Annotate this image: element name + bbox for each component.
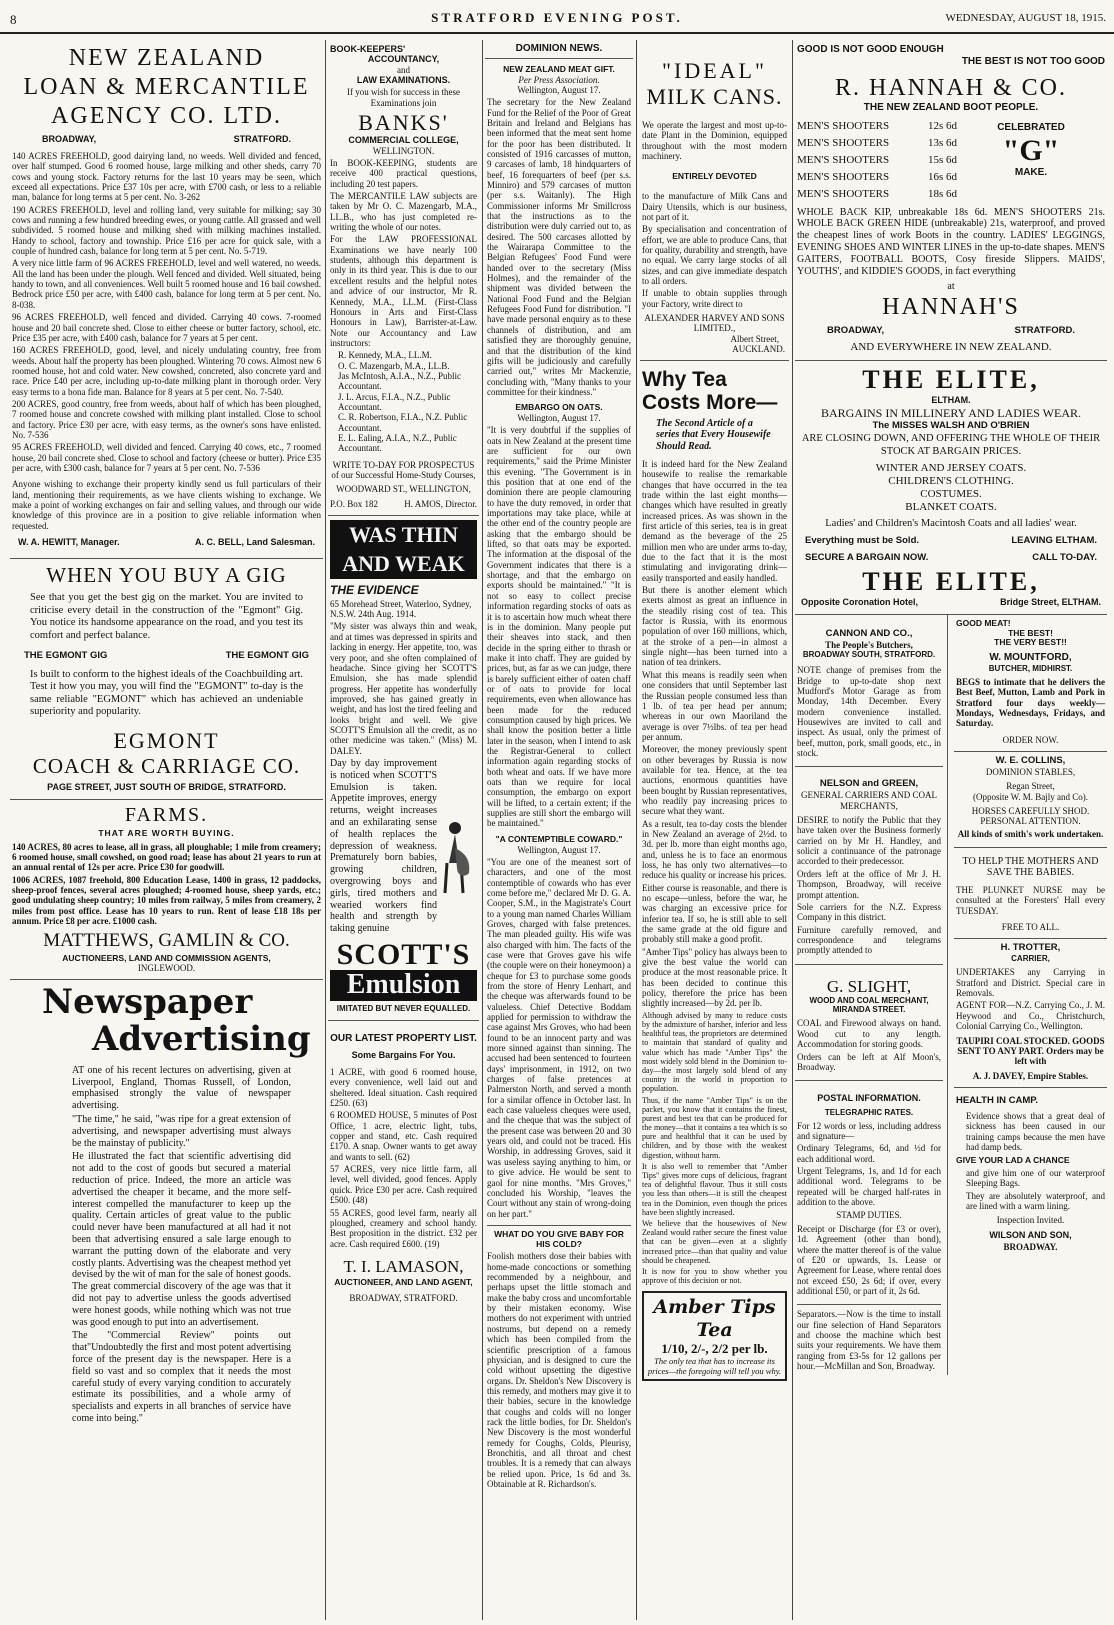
tea-paragraph: We believe that the housewives of New Zealand would rather secure the finest value that can be given—even at a slightly increased price—than that quality and value should be cheapened. xyxy=(642,1218,787,1265)
gig-paragraph: See that you get the best gig on the market. You are invited to criticise every detail in the construction of the "Egmont" Gig. You notice its handsome appearance on the road, and you test its comfort and perfect balance. xyxy=(30,592,303,641)
tea-paragraph: It is now for you to show whether you approve of this decision or not. xyxy=(642,1266,787,1286)
section-heading: DOMINION NEWS. xyxy=(485,40,633,59)
column-4 xyxy=(640,40,789,1620)
address-right: STRATFORD. xyxy=(233,134,291,145)
price-row xyxy=(797,186,957,203)
masthead xyxy=(0,0,1114,34)
notice-free: FREE TO ALL. xyxy=(1001,922,1060,932)
article-paragraph: "The time," he said, "was ripe for a great extension of advertising, and newspaper advertising must always be the mainstay of publicity." xyxy=(72,1114,291,1149)
ad-row xyxy=(797,532,1105,549)
news-body: "It is very doubtful if the supplies of oats in New Zealand at the present time are sufficient for our own requirements," said the Prime Minister this evening. "The Government is in this position that at one end of the dominion there are people clamouring to have the duty removed, in order that importations may take place, while at the other end of the country people are asking that the embargo should be lifted, so that oats may be exported. The information at the disposal of the Government indicates that there is a shortage, and that the embargo on exports should be maintained." "It is not so easy to collect precise information regarding stocks of oats as it is to ascertain how much wheat there is in the dominion. Many people put their sheaves into stack, and then decide in the spring either to thrash or make it into chaff. They are guided by prices, but, as far as we can judge, there is barely sufficient either of oaten chaff or of oats to provide for local requirements, even when allowance has been made for the reduced consumption caused by high prices. We shall know the position better a little later in the season, when I intend to ask the Registrar-General to collect information again regarding stocks of both wheat and oats. If we have more oats than we require for local consumption, the embargo on export will be lifted, to a certain extent; if the supplies are still short the embargo will be maintained." xyxy=(487,425,631,829)
health-camp-ad xyxy=(954,1088,1107,1254)
tea-paragraph: Either course is reasonable, and there is no escape—unless, before the war, he was charging an excessive price for inferior tea. If so, he is still able to sell the same grade at the old figure and probably still make a good profit. xyxy=(642,882,787,945)
farm-listing: 140 ACRES, 80 acres to lease, all in grass, all ploughable; 1 mile from creamery; 6 roomed house, small cowshed, on good road; lease has about 21 years to run at an annual rental of 12s per acre. Price £30 for goodwill. xyxy=(12,841,321,873)
farms-heading: FARMS. xyxy=(124,803,209,826)
item-price: 15s 6d xyxy=(927,153,957,166)
bookkeepers-ad xyxy=(328,40,479,516)
ad-banner: THE VERY BEST!! xyxy=(994,637,1067,648)
ad-heading: THE ELITE, xyxy=(862,364,1040,394)
article-heading: Advertising xyxy=(92,1019,311,1060)
company-name: ALEXANDER HARVEY AND SONS LIMITED., xyxy=(644,313,785,334)
article-heading: Newspaper xyxy=(42,982,253,1023)
notice-body: THE PLUNKET NURSE may be consulted at the Foresters' Hall every TUESDAY. xyxy=(956,884,1105,916)
write-subtitle: of our Successful Home-Study Courses, xyxy=(331,470,476,481)
ad-sold: Everything must be Sold. xyxy=(805,535,920,547)
college-contact xyxy=(330,499,477,509)
item-price: 18s 6d xyxy=(927,187,957,200)
store-everywhere: AND EVERYWHERE IN NEW ZEALAND. xyxy=(850,340,1052,353)
column-1 xyxy=(10,40,323,1620)
college-name: BANKS' xyxy=(358,110,449,136)
firm-body: TAUPIRI COAL STOCKED. GOODS SENT TO ANY PART. Orders may be left with xyxy=(956,1035,1105,1067)
ad-title: LAW EXAMINATIONS. xyxy=(356,75,451,86)
company-city: AUCKLAND. xyxy=(732,344,785,355)
price-row xyxy=(797,135,957,152)
order-now: ORDER NOW. xyxy=(1002,734,1059,745)
news-subheading: "A CONTEMPTIBLE COWARD." xyxy=(495,833,623,844)
item-name: MEN'S SHOOTERS xyxy=(797,136,890,149)
address-left: BROADWAY, xyxy=(827,325,885,337)
scotts-body-area xyxy=(330,758,477,935)
manager-name: W. A. HEWITT, Manager. xyxy=(18,537,120,548)
firm-body: Orders can be left at Alf Moon's, Broadway. xyxy=(797,1051,941,1072)
column-2 xyxy=(328,40,479,1620)
collins-ad xyxy=(954,752,1107,848)
listing: 96 ACRES FREEHOLD, well fenced and divided. Carrying 40 cows. 7-roomed house and 20 bail concrete shed. Close to either cheese or butter factory, school, etc. Price £35 per acre, with £400 cash, balance for 7 years at 5 per cent. xyxy=(12,312,321,343)
ad-signatures xyxy=(12,533,321,552)
firm-subtitle: The People's Butchers, xyxy=(825,639,913,650)
firm-body: UNDERTAKES any Carrying in Stratford and District. Special care in Removals. xyxy=(956,967,1105,999)
scotts-emulsion-ad xyxy=(328,516,479,1021)
ad-body: Day by day improvement is noticed when SCOTT'S Emulsion is taken. Appetite improves, energy returns, weight increases and an exhilarating sense of health replaces the depression of weakness. Prematurely born babies, growing children, overgrowing boys and girls, tired mothers and wearied workers find health and strength by taking genuine xyxy=(330,757,437,935)
price-list xyxy=(797,118,1105,203)
nelson-green-ad xyxy=(795,767,943,964)
firm-town: INGLEWOOD. xyxy=(137,962,196,973)
listing: A very nice little farm of 96 ACRES FREEHOLD, level and well watered, no weeds. All the land has been under the plough. Well fenced and divided. Well situated, being handy to town, and all conveniences. Well built 5 roomed house and 16 bail cowshed. Bedrock price £50 per acre, with £400 cash, balance for long term at 5 per cent. No. 8-038. xyxy=(12,258,321,310)
trotter-ad xyxy=(954,939,1107,1088)
celebrated-make xyxy=(957,118,1105,203)
separators-notice: Separators.—Now is the time to install our fine selection of Hand Separators and choose the machine which best suits your requirements. We have them ranging from £3-5s for 12 gallons per hour.—McMillan and Son, Broadway. xyxy=(797,1304,941,1371)
news-body: Foolish mothers dose their babies with home-made concoctions or something recommended by a neighbour, and perhaps upset the little stomach and make the baby cross and uncomfortable by their mistaken economy. Wise mothers do not experiment with untried nostrums, but depend on a remedy which has been compiled from the scientific prescription of a famous physician, and is designed to cure the cold without upsetting the digestive organs. Dr. Sheldon's New Discovery is this remedy, and mothers may give it to their babies, secure in the knowledge that coughs and colds will no longer rack the little bodies, for Dr. Sheldon's New Discovery is the most wonderful remedy for Coughs, Colds, Pleurisy, Bronchitis, and all throat and chest troubles. It is a remedy that can always be relied upon. Price, 1s 6d and 3s. Obtainable at R. Richardson's. xyxy=(487,1251,631,1489)
brand-logo: Amber Tips Tea xyxy=(653,1296,776,1341)
tea-paragraph: But there is another element which exerts almost as great an influence in the steadily rising cost of tea. This factor is Russia, with its enormous population of over 160 millions, which, at the stroke of a pen—in almost a single night—has been turned into a nation of tea drinkers. xyxy=(642,585,787,668)
ad-invited: Inspection Invited. xyxy=(996,1215,1065,1226)
college-city: WELLINGTON. xyxy=(372,145,435,156)
ad-intro: If you wish for success in these Examinations join xyxy=(347,87,460,108)
ad-leaving: LEAVING ELTHAM. xyxy=(1011,535,1097,547)
ad-footer-text: Anyone wishing to exchange their property kindly send us full particulars of their land, mentioning their requirements, as we have clients wishing to exchange. We make a point of working exchanges on fair and selling values, and through our wide knowledge of this province are in a position to give reliable information when requested. xyxy=(12,479,321,531)
item-price: 16s 6d xyxy=(927,170,957,183)
firm-body: Sole carriers for the N.Z. Express Company in this district. xyxy=(797,901,941,923)
ad-closing: ARE CLOSING DOWN, AND OFFERING THE WHOLE OF THEIR STOCK AT BARGAIN PRICES. xyxy=(801,433,1101,457)
property-item: 1 ACRE, with good 6 roomed house, every convenience, well laid out and sheltered. Ideal situation. Cash required £250. (63) xyxy=(330,1067,477,1109)
item-name: MEN'S SHOOTERS xyxy=(797,187,890,200)
tea-brand-box xyxy=(642,1291,787,1381)
news-subheading: NEW ZEALAND MEAT GIFT. xyxy=(503,63,615,74)
ad-heading: Why Tea xyxy=(642,368,727,392)
tea-paragraph: As a result, tea to-day costs the blender in New Zealand an average of 2½d. to 3d. per lb. more than eight months ago, and, unless he is to face an enormous loss, he has only two alternatives—to reduce his quality or increase his prices. xyxy=(642,818,787,881)
postal-subheading: STAMP DUTIES. xyxy=(836,1210,902,1221)
ad-headline: AND WEAK xyxy=(330,549,477,578)
firm-name: G. SLIGHT, xyxy=(826,976,912,996)
ad-row xyxy=(797,549,1105,566)
farms-subheading: THAT ARE WORTH BUYING. xyxy=(98,827,235,838)
news-dateline: Wellington, August 17. xyxy=(517,412,601,423)
property-item: 57 ACRES, very nice little farm, all level, well divided, good fences. Apply quick. Price £30 per acre. Cash required £500. (48) xyxy=(330,1164,477,1206)
notice-heading: TO HELP THE MOTHERS AND SAVE THE BABIES. xyxy=(962,855,1099,879)
firm-subtitle: WOOD AND COAL MERCHANT, MIRANDA STREET. xyxy=(809,996,929,1015)
price-row xyxy=(797,118,957,135)
brand-tagline: IMITATED BUT NEVER EQUALLED. xyxy=(336,1004,471,1014)
company-name: COACH & CARRIAGE CO. xyxy=(32,753,301,778)
ad-row xyxy=(797,597,1105,608)
store-address xyxy=(797,321,1105,340)
ad-title: BOOK-KEEPERS' xyxy=(330,44,406,54)
item-name: MEN'S SHOOTERS xyxy=(797,170,890,183)
ad-body: and give him one of our waterproof Sleeping Bags. xyxy=(966,1167,1105,1189)
instructor: R. Kennedy, M.A., LL.M. xyxy=(338,350,432,361)
firm-body: Furniture carefully removed, and correspondence and telegrams promptly attended to xyxy=(797,924,941,956)
tea-paragraph: Although advised by many to reduce costs by the admixture of harsher, inferior and less healthful teas, the proprietors are determined to maintain that standard of quality and value which has made "Amber Tips" the most widely sold blend in the Dominion to-day—the most largely sold blend of any country in the world in proportion to population. xyxy=(642,1010,787,1094)
firm-name: CANNON AND CO., xyxy=(825,627,913,639)
gig-labels xyxy=(12,647,321,664)
ad-town: ELTHAM. xyxy=(931,395,971,406)
ad-bridge: Bridge Street, ELTHAM. xyxy=(1000,597,1101,608)
firm-body: All kinds of smith's work undertaken. xyxy=(957,828,1104,839)
ad-address xyxy=(12,130,321,149)
listing: 200 ACRES, good country, free from weeds, about half of which has been ploughed, 7 roomed house and concrete cowshed with milking plant installed. Close to school and factory. Price £30 per acre, with easy terms, as the owner's sons have enlisted. No. 7-536 xyxy=(12,398,321,440)
listing-group xyxy=(12,151,321,531)
brand-tagline: The only tea that has to increase its prices—the foregoing will tell you why. xyxy=(647,1356,782,1377)
column-rule xyxy=(792,40,793,1620)
ad-title: ACCOUNTANCY, xyxy=(367,54,440,65)
elite-ad xyxy=(795,361,1107,615)
plunket-notice xyxy=(954,848,1107,939)
ad-emphasis: ENTIRELY DEVOTED xyxy=(672,171,757,182)
write-prompt: WRITE TO-DAY FOR PROSPECTUS xyxy=(332,459,475,470)
column-rule xyxy=(325,40,326,1620)
ad-paragraph: In BOOK-KEEPING, students are receive 400 practical questions, including 20 test papers. xyxy=(330,158,477,189)
ad-callout: GIVE YOUR LAD A CHANCE xyxy=(956,1155,1070,1166)
price-row xyxy=(797,152,957,169)
tea-paragraph: What this means is readily seen when one considers that until September last the Russian people consumed less than 1 lb. of tea per head per annum; whereas in our own Maoriland the average is over 7½lbs. of tea per head per annum. xyxy=(642,669,787,742)
address-left: BROADWAY, xyxy=(42,134,97,145)
ad-body: They are absolutely waterproof, and are lined with a warm lining. xyxy=(966,1190,1105,1211)
listing: 190 ACRES FREEHOLD, level and rolling land, very suitable for milking; say 30 cows and running a few hundred breeding ewes, or young cattle. All grassed and well subdivided. 5 roomed house and milking shed with milking machines installed. Handy to school, factory and township. Price £16 per acre for quick sale, with a couple of hundred cash, balance for long term at 5 per cent. No. 5-719. xyxy=(12,204,321,257)
company-name: EGMONT xyxy=(113,727,220,753)
tea-paragraph: Thus, if the name "Amber Tips" is on the packet, you know that it contains the finest, purest and best tea that can be produced for the money—that it contains a tea which is so pure and healthful that it can be used by children, and by those with the weakest digestion, without harm. xyxy=(642,1095,787,1160)
firm-body: HORSES CAREFULLY SHOD. PERSONAL ATTENTION. xyxy=(971,805,1090,827)
firm-subtitle: BUTCHER, MIDHIRST. xyxy=(988,663,1073,673)
column-3 xyxy=(485,40,633,1620)
make-label: MAKE. xyxy=(1014,166,1048,178)
ad-paragraph: For the LAW PROFESSIONAL Examinations we have nearly 100 students, although this department is only in its third year. This is due to our excellent results and the helpful notes and advice of our instructor, Mr R. Kennedy, M.A., LL.M. (First-Class Honours in Arts and First-Class Honours in Law), Barrister-at-Law. Note our Accountancy and Law instructors: xyxy=(330,234,477,348)
ad-heading: "IDEAL" xyxy=(662,58,767,83)
news-dateline: Wellington, August 17. xyxy=(517,84,601,95)
ad-heading: MILK CANS. xyxy=(646,83,783,109)
article-paragraph: The "Commercial Review" points out that"Undoubtedly the first and most potent advertising force of the present day is the newspaper. Here is a field so vast and so complex that it needs the most careful study of every varying condition to accurately estimate its possibilities, and a whole army of specialists and experts in all branches of service have come into being." xyxy=(72,1330,291,1424)
agent-subtitle: AUCTIONEER, AND LAND AGENT, xyxy=(334,1276,473,1287)
item-name: MEN'S SHOOTERS xyxy=(797,119,890,132)
hannah-ad xyxy=(795,40,1107,361)
mountford-ad xyxy=(954,615,1107,752)
postal-heading: POSTAL INFORMATION. xyxy=(817,1093,921,1104)
listing: 160 ACRES FREEHOLD, good, level, and nicely undulating country, free from weeds. About half the property has been ploughed. Wintering 70 cows. Almost new 6 roomed house, hot and cold water. New cowshed, concreted, also concrete yard and race. Price £40 per acre, including up-to-date milking plant in thorough order. Very easy terms to a bona fide man. Balance for 8 years at 5 per cent. No. 7-540. xyxy=(12,345,321,397)
news-body: The secretary for the New Zealand Fund for the Relief of the Poor of Great Britain and Ireland and Belgians has been informed that the meat sent home for the poor has been distributed. It consisted of 1916 carcasses of mutton, 9 carcases of lamb, 18 hindquarters of beef, 16 forequarters of beef (per s.s. Minniro) and 579 carcases of mutton (per s.s. Waitanly). The High Commissioner informs Mr Smillcross that the instructions as to the distribution were duly carried out to, as desired. The 500 carcases allotted by the Wairarapa Committee to the Belgian Refugees' Food Fund were handed over to the secretary (Miss Holmes), and the remainder of the shipment was divided between the National Food Fund and the Belgian Refugees Food Fund for distribution. "I have made personal enquiry as to these channels of distribution, and am satisfied they are thoroughly genuine, and that the distribution of the kind gifts will be judiciously and carefully carried out," writes Mr Mackenzie, concluding with, "Many thanks to your committee for their kindness." xyxy=(487,97,631,397)
postal-subheading: TELEGRAPHIC RATES. xyxy=(824,1107,914,1117)
farms-ad xyxy=(10,800,323,980)
store-name: HANNAH'S xyxy=(882,294,1020,321)
gig-label: THE EGMONT GIG xyxy=(24,649,108,661)
postal-body: Urgent Telegrams, 1s, and 1d for each additional word. Telegrams to be repeated will be charged half-rates in addition to the above. xyxy=(797,1166,941,1208)
price-row xyxy=(797,169,957,186)
ad-paragraph: to the manufacture of Milk Cans and Dairy Utensils, which is our business, not part of it. xyxy=(642,191,787,222)
firm-body: NOTE change of premises from the Bridge to up-to-date shop next Mudford's Motor Garage as from Monday, 14th December. Every modern convenience installed. Housewives are invited to call and inspect. As usual, only the primest of beef, mutton, pork, small goods, etc., in stock. xyxy=(797,665,941,759)
farm-listing: 1006 ACRES, 1087 freehold, 800 Education Lease, 1400 in grass, 12 paddocks, sheep-proof fences, several acres ploughed; 4-roomed house, sheep yards, etc.; good undulating sheep country; 10 miles from railway, 5 miles from creamery, 2 miles from post office. Lease has 10 years to run. Rent of lease £18 18s per annum. Price £8 per acre. £1000 cash. xyxy=(12,874,321,926)
article-body xyxy=(12,1065,321,1425)
gig-heading: WHEN YOU BUY A GIG xyxy=(46,562,287,587)
firm-name: W. E. COLLINS, xyxy=(995,754,1066,766)
ad-title: and xyxy=(397,64,410,75)
brand-name: Emulsion xyxy=(330,970,477,1001)
ad-title-line: NEW ZEALAND xyxy=(68,45,265,71)
evidence-heading: THE EVIDENCE xyxy=(330,582,419,597)
article-paragraph: He illustrated the fact that scientific advertising did not add to the cost of goods but secured a material reduction of price. Indeed, the more an article was advertised the cheaper it became, and the more self-interest compelled the manufacturer to keep up the quality. Certain articles of great value to the public could never have been manufactured at all had it not been that advertising ensured a sale large enough to warrant the putting down of the elaborate and very costly plants. Advertising was the cheapest method yet devised by the wit of man for the sale of honest goods. The great commercial discovery of the age was that it did not pay to advertise unless the goods advertised were honest goods, while nothing which was not true was good enough to put into an advertisement. xyxy=(72,1151,291,1328)
ad-macintosh: Ladies' and Children's Macintosh Coats and all ladies' wear. xyxy=(825,517,1077,529)
director-name: H. AMOS, Director. xyxy=(404,498,477,509)
ad-heading: HEALTH IN CAMP. xyxy=(956,1094,1038,1106)
firm-body: DESIRE to notify the Public that they have taken over the Business formerly carried on by Mr H. Handley, and solicit a continuance of the patronage accorded to their predecessor. xyxy=(797,815,941,867)
agent-name: T. I. LAMASON, xyxy=(343,1256,464,1276)
ad-banner: THE BEST IS NOT TOO GOOD xyxy=(961,55,1105,67)
issue-date: WEDNESDAY, AUGUST 18, 1915. xyxy=(945,12,1106,24)
firm-name: MATTHEWS, GAMLIN & CO. xyxy=(43,930,290,952)
news-source: Per Press Association. xyxy=(518,74,600,85)
firm-address: BROADWAY SOUTH, STRATFORD. xyxy=(802,650,936,660)
instructor-list xyxy=(330,350,477,453)
po-box: P.O. Box 182 xyxy=(330,498,379,509)
property-ad xyxy=(328,1021,479,1310)
article-paragraph: AT one of his recent lectures on advertising, given at Liverpool, England, Thomas Russell, of London, emphasised strongly the value of newspaper advertising. xyxy=(72,1064,291,1112)
firm-name: H. TROTTER, xyxy=(1000,942,1061,954)
property-item: 55 ACRES, good level farm, nearly all ploughed, creamery and school handy. Best proposition in the district. £32 per acre. Cash required £600. (19) xyxy=(330,1207,477,1249)
ad-secure: SECURE A BARGAIN NOW. xyxy=(805,552,929,564)
gig-label: THE EGMONT GIG xyxy=(225,649,309,661)
ad-heading: Costs More— xyxy=(642,390,778,414)
ad-headline: WAS THIN xyxy=(330,520,477,549)
product-list: WHOLE BACK KIP, unbreakable 18s 6d. MEN'S SHOOTERS 21s. WHOLE BACK GREEN HIDE (unbreakable) 21s, waterproof, and proved the cheapest lines of work Boots in the country. LADIES' LEGGINGS, EVENING SHOES AND WINTER LINES in the up-to-date shapes. MEN'S GAITERS, FOOTBALL BOOTS, Cosy fireside Slippers. MAIDS', YOUTHS', and KIDDIE'S GOODS, in fact everything xyxy=(797,206,1105,277)
tea-paragraph: Moreover, the money previously spent on other beverages by Russia is now available for tea. Hence, at the tea auctions, enormous quantities have been bought by Russian representatives, who readily pay increasing prices to secure what they want. xyxy=(642,744,787,817)
company-street: Albert Street, xyxy=(730,333,779,344)
at-word: at xyxy=(947,281,955,293)
tea-body xyxy=(642,459,787,1285)
ad-body: Evidence shows that a great deal of sickness has been caused in our training camps because the men have had damp beds. xyxy=(966,1110,1105,1152)
ad-line: CHILDREN'S CLOTHING. xyxy=(888,474,1014,487)
firm-opposite: (Opposite W. M. Bajly and Co). xyxy=(973,791,1088,802)
lower-left xyxy=(795,615,948,1375)
postal-body: Ordinary Telegrams, 6d, and ½d for each additional word. xyxy=(797,1143,941,1164)
item-price: 12s 6d xyxy=(927,119,957,132)
firm-body: BEGS to intimate that he delivers the Best Beef, Mutton, Lamb and Pork in Stratford four days weekly—Mondays, Wednesdays, Fridays, and Saturday. xyxy=(956,676,1105,729)
tea-paragraph: It is also well to remember that "Amber Tips" gives more cups of delicious, fragrant tea of delightful flavour. Thus it still costs you less than others—it is still the cheapest tea in the Dominion, even though the prices have been slightly increased. xyxy=(642,1161,787,1217)
amber-tips-tea-ad xyxy=(640,361,789,1387)
firm-name: WILSON AND SON, xyxy=(989,1229,1072,1240)
salesman-name: A. C. BELL, Land Salesman. xyxy=(194,537,315,548)
ad-heading: THE ELITE, xyxy=(862,566,1040,596)
column-5 xyxy=(795,40,1107,1620)
firm-subtitle: CARRIER, xyxy=(1011,954,1050,964)
instructor: J. L. Arcus, F.I.A., N.Z., Public Accountant. xyxy=(338,391,451,412)
firm-contact: A. J. DAVEY, Empire Stables. xyxy=(972,1070,1089,1081)
postal-info xyxy=(795,1081,943,1375)
ad-subheading: The Second Article of a series that Every Housewife Should Read. xyxy=(656,417,771,453)
dominion-news xyxy=(485,59,633,1494)
firm-subtitle: THE NEW ZEALAND BOOT PEOPLE. xyxy=(863,101,1039,113)
item-name: MEN'S SHOOTERS xyxy=(797,153,890,166)
firm-address: BROADWAY. xyxy=(1003,1242,1058,1253)
firm-subtitle: DOMINION STABLES, xyxy=(985,766,1076,777)
instructor: O. C. Mazengarb, M.A., LL.B. xyxy=(338,360,450,371)
company-address: PAGE STREET, JUST SOUTH OF BRIDGE, STRATFORD. xyxy=(47,782,286,793)
cannon-ad xyxy=(795,615,943,768)
firm-name: W. MOUNTFORD, xyxy=(989,652,1072,664)
testimonial-address: 65 Morehead Street, Waterloo, Sydney, N.S.W. 24th Aug. 1914. xyxy=(330,598,472,620)
ad-paragraph: By specialisation and concentration of effort, we are able to produce Cans, that for quality, durability and strength, have no equal. We carry large stocks of all sizes, and can give immediate despatch to all orders. xyxy=(642,224,787,287)
college-subtitle: COMMERCIAL COLLEGE, xyxy=(348,135,459,146)
firm-body: COAL and Firewood always on hand. Wood cut to any length. Accommodation for storing goods. xyxy=(797,1018,941,1050)
brand-name: SCOTT'S xyxy=(336,937,471,971)
instructor: E. L. Ealing, A.I.A., N.Z., Public Accountant. xyxy=(338,432,457,454)
ad-bargains: BARGAINS IN MILLINERY AND LADIES WEAR. xyxy=(821,405,1081,420)
news-dateline: Wellington, August 17. xyxy=(517,844,601,855)
ad-banner: GOOD IS NOT GOOD ENOUGH xyxy=(797,44,944,55)
ad-line: COSTUMES. xyxy=(920,487,982,500)
column-rule xyxy=(482,40,483,1620)
property-item: 6 ROOMED HOUSE, 5 minutes of Post Office, 1 acre, electric light, tubs, copper and stand, etc. Cash required £170. A snap. Owner wants to get away and wants to sell. (62) xyxy=(330,1110,477,1162)
lower-section xyxy=(795,615,1107,1375)
celebrated-label: CELEBRATED xyxy=(997,121,1065,133)
firm-body: AGENT FOR—N.Z. Carrying Co., J. M. Heywood and Co., Christchurch, Colonial Carrying Co., Wellington. xyxy=(956,1000,1105,1032)
address-right: STRATFORD. xyxy=(1014,325,1075,337)
newspaper-title: STRATFORD EVENING POST. xyxy=(431,10,683,25)
item-price: 13s 6d xyxy=(927,136,957,149)
postal-body: For 12 words or less, including address and signature— xyxy=(797,1120,941,1142)
nz-loan-ad xyxy=(10,40,323,559)
firm-subtitle: GENERAL CARRIERS AND COAL MERCHANTS, xyxy=(801,790,937,811)
postal-body: Receipt or Discharge (for £3 or over), 1d. Agreement (other than bond), where the matter thereof is of the value of £20 or upwards, 1s. Lease or Agreement for Lease, where rental does not exceed £50, 2s 6d; if over, every additional £50, or part of it, 2s 6d. xyxy=(797,1223,941,1296)
ad-line: BLANKET COATS. xyxy=(905,500,997,513)
milk-cans-ad xyxy=(640,40,789,361)
firm-subtitle: AUCTIONEERS, LAND AND COMMISSION AGENTS, xyxy=(62,952,271,963)
ad-line: WINTER AND JERSEY COATS. xyxy=(875,462,1027,474)
firm-street: Regan Street, xyxy=(1006,781,1055,792)
slight-ad xyxy=(795,965,943,1082)
ad-paragraph: The MERCANTILE LAW subjects are taken by Mr O. C. Mazengarb, M.A., LL.B., who has just completed re-writing the whole of our notes. xyxy=(330,191,477,233)
listing: 95 ACRES FREEHOLD, well divided and fenced. Carrying 40 cows, etc., 7 roomed house, 20 bail concrete shed. Close to school and factory (cheese or butter). Price £35 per acre, with £300 cash, balance for 7 years at 5 per cent. No. 7-536 xyxy=(12,442,321,473)
ad-opposite: Opposite Coronation Hotel, xyxy=(801,597,918,608)
ad-banner: GOOD MEAT! xyxy=(956,617,1011,628)
column-rule xyxy=(636,40,637,1620)
lower-right xyxy=(954,615,1107,1375)
property-subheading: Some Bargains For You. xyxy=(351,1050,456,1061)
gig-ad xyxy=(10,559,323,800)
brand-prices: 1/10, 2/-, 2/2 per lb. xyxy=(661,1341,768,1357)
ad-proprietors: The MISSES WALSH AND O'BRIEN xyxy=(872,420,1030,432)
gig-paragraph: Is built to conform to the highest ideals of the Coachbuilding art. Test it how you may, you will find the "EGMONT" to-day is the same reliable "EGMONT" which has achieved an undeniable superiority and popularity. xyxy=(30,669,303,718)
listing: 140 ACRES FREEHOLD, good dairying land, no weeds. Well divided and fenced, over half stumped. Good 6 roomed house, large milking and other sheds, carry 70 cows and young stock. Factory returns for the last 10 years may be seen, which exceed all expectations. Price £37 10s per acre, with £700 cash, or less to a reliable man, balance for long terms at 5 per cent. No. 3-262 xyxy=(12,151,321,203)
page-number: 8 xyxy=(10,12,17,27)
college-street: WOODWARD ST., WELLINGTON, xyxy=(336,484,471,495)
property-heading: OUR LATEST PROPERTY LIST. xyxy=(330,1032,477,1044)
fisherman-logo-icon xyxy=(437,818,477,898)
instructor: C. R. Robertson, F.I.A., N.Z. Public Accountant. xyxy=(338,412,468,433)
make-letter: "G" xyxy=(1002,133,1060,167)
ad-title-line: LOAN & MERCANTILE xyxy=(23,73,310,100)
instructor: Jas McIntosh, A.I.A., N.Z., Public Accountant. xyxy=(338,370,461,392)
news-subheading: EMBARGO ON OATS. xyxy=(515,402,603,413)
ad-paragraph: We operate the largest and most up-to-date Plant in the Dominion, equipped throughout with the most modern machinery. xyxy=(642,119,787,161)
tea-paragraph: It is indeed hard for the New Zealand housewife to realise the remarkable changes that have occurred in the tea trade within the last eight months—changes which have resulted in greatly increased prices. As was shown in the first article of this series, tea is in great demand as the beverage of the 25 million men who are under arms to-day, due to the fact that it is the most stimulating and invigorating drink—easily transported and easily handled. xyxy=(642,458,787,583)
news-body: "You are one of the meanest sort of characters, and one of the most contemptible of cowards who has ever come before me," declared Mr D. G. A. Cooper, S.M., in the Magistrate's Court to a young man named Charles William Groves, charged with false pretences. The man pleaded guilty. His wife was also charged with him. The facts of the case were that Groves gave his wife (the couple were on their honeymoon) a cheque for £3 to purchase some goods from the store of Henry Lenhart, and the cheque was afterwards found to be valueless. Chief Detective Boddam applied for permission to withdraw the case against Mrs Groves, who had been found to be an innocent party and was more sinned against than sinning. The accused had been sentenced to fourteen days' imprisonment, in 1912, on two charges of false pretences at Palmerston North, and served a month for a similar offence in October last. In each case valueless cheques were used, and the cheque that was the subject of the present case was between 20 and 30 years old, and could not be traced. His Worship, in addressing Groves, said it was useless saying anything to him, or to give advice. He would be sent to gaol for nine months. "Mrs Groves," concluded his Worship, "leaves the Court without any stain of wrong-doing on her part." xyxy=(487,856,631,1219)
ad-paragraph: If unable to obtain supplies through your Factory, write direct to xyxy=(642,288,787,309)
news-subheading: WHAT DO YOU GIVE BABY FOR HIS COLD? xyxy=(487,1225,631,1250)
shooters-list xyxy=(797,118,957,203)
ad-title-line: AGENCY CO. LTD. xyxy=(51,102,282,129)
firm-name: R. HANNAH & CO. xyxy=(834,74,1067,101)
agent-address: BROADWAY, STRATFORD. xyxy=(349,1292,458,1303)
firm-name: NELSON and GREEN, xyxy=(819,778,919,790)
ad-call: CALL TO-DAY. xyxy=(1032,552,1097,564)
testimonial-quote: "My sister was always thin and weak, and at times was depressed in spirits and lacking in energy. Her appetite, too, was very poor, and she often complained of headache. Since giving her SCOTT'S Emulsion, she has made splendid progress. Her appetite has wonderfully improved, she has gained greatly in weight, and has lost the tired feeling and looks bright and well. We give SCOTT'S Emulsion all the credit, as no other medicine was taken." (Miss) M. DALEY. xyxy=(330,621,477,756)
ad-banner: THE BEST! xyxy=(1008,627,1053,638)
firm-body: Orders left at the office of Mr J. H. Thompson, Broadway, will receive prompt attention. xyxy=(797,868,941,900)
tea-paragraph: "Amber Tips" policy has always been to give the best value the world can produce at the most reasonable price. It has been decided to continue this policy, therefore the price has been slightly increased—by 2d. per lb. xyxy=(642,946,787,1009)
newspaper-advertising-article xyxy=(10,980,323,1433)
